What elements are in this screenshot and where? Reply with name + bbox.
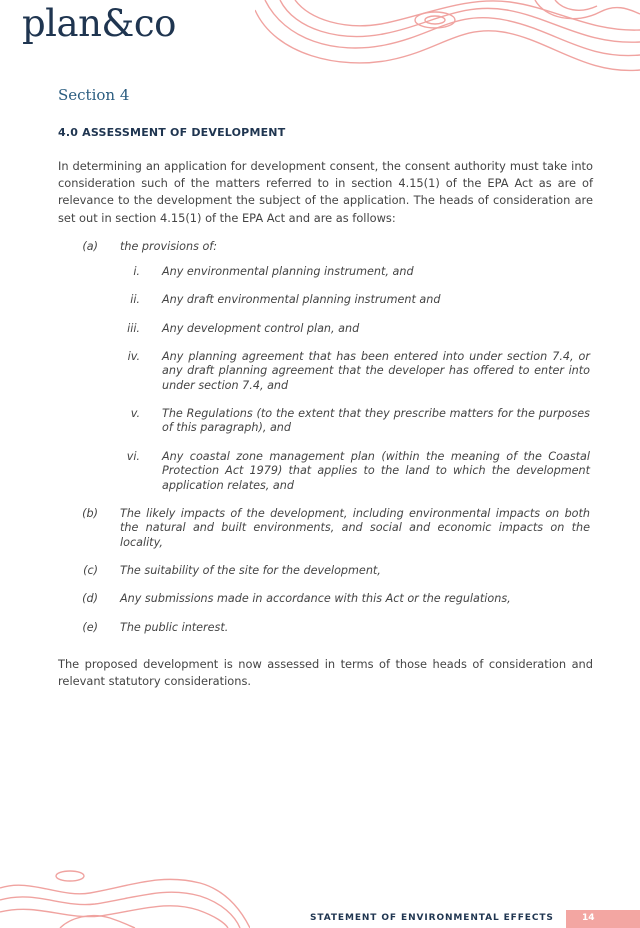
page-number: 14 (582, 913, 595, 923)
item-label: (c) (83, 564, 98, 577)
item-text: Any draft environmental planning instrument and (162, 293, 441, 306)
item-text: the provisions of: (120, 240, 218, 253)
item-label: v. (130, 407, 140, 420)
item-text: Any submissions made in accordance with this Act or the regulations, (120, 592, 511, 605)
conclusion-paragraph: The proposed development is now assessed in terms of those heads of consideration and relevant statutory considerations. (58, 657, 593, 689)
item-text: The likely impacts of the development, including environmental impacts on both the natural and built environments, and social and economic impacts on the locality, (120, 507, 590, 549)
footer-title: STATEMENT OF ENVIRONMENTAL EFFECTS (310, 913, 554, 923)
item-label: i. (133, 265, 140, 278)
item-label: (b) (82, 507, 98, 520)
item-text: The Regulations (to the extent that they prescribe matters for the purposes of this paragraph), and (162, 407, 590, 435)
item-text: Any coastal zone management plan (within the meaning of the Coastal Protection Act 1979) that applies to the land to which the development application relates, and (162, 450, 590, 492)
item-label: (d) (82, 592, 98, 605)
topographic-decoration-bottom (0, 868, 250, 928)
intro-paragraph: In determining an application for development consent, the consent authority must take into consideration such of the matters referred to in section 4.15(1) of the EPA Act as are of relevance to the development the subject of the application. The heads of consideration are set out in section 4.15(1) of the EPA Act and are as follows: (58, 159, 593, 225)
item-text: Any planning agreement that has been entered into under section 7.4, or any draft planning agreement that the developer has offered to enter into under section 7.4, and (162, 350, 590, 392)
topographic-decoration (255, 0, 640, 78)
brand-logo: plan&co (22, 2, 176, 45)
item-text: Any development control plan, and (162, 322, 360, 335)
page-number-box (566, 910, 640, 928)
item-label: (a) (82, 240, 98, 253)
item-label: ii. (130, 293, 140, 306)
item-label: (e) (82, 621, 98, 634)
section-heading: 4.0 ASSESSMENT OF DEVELOPMENT (58, 126, 286, 139)
item-label: vi. (126, 450, 140, 463)
item-text: The suitability of the site for the development, (120, 564, 381, 577)
item-text: Any environmental planning instrument, and (162, 265, 414, 278)
item-label: iii. (127, 322, 140, 335)
section-title: Section 4 (58, 86, 130, 104)
item-label: iv. (127, 350, 140, 363)
item-text: The public interest. (120, 621, 229, 634)
